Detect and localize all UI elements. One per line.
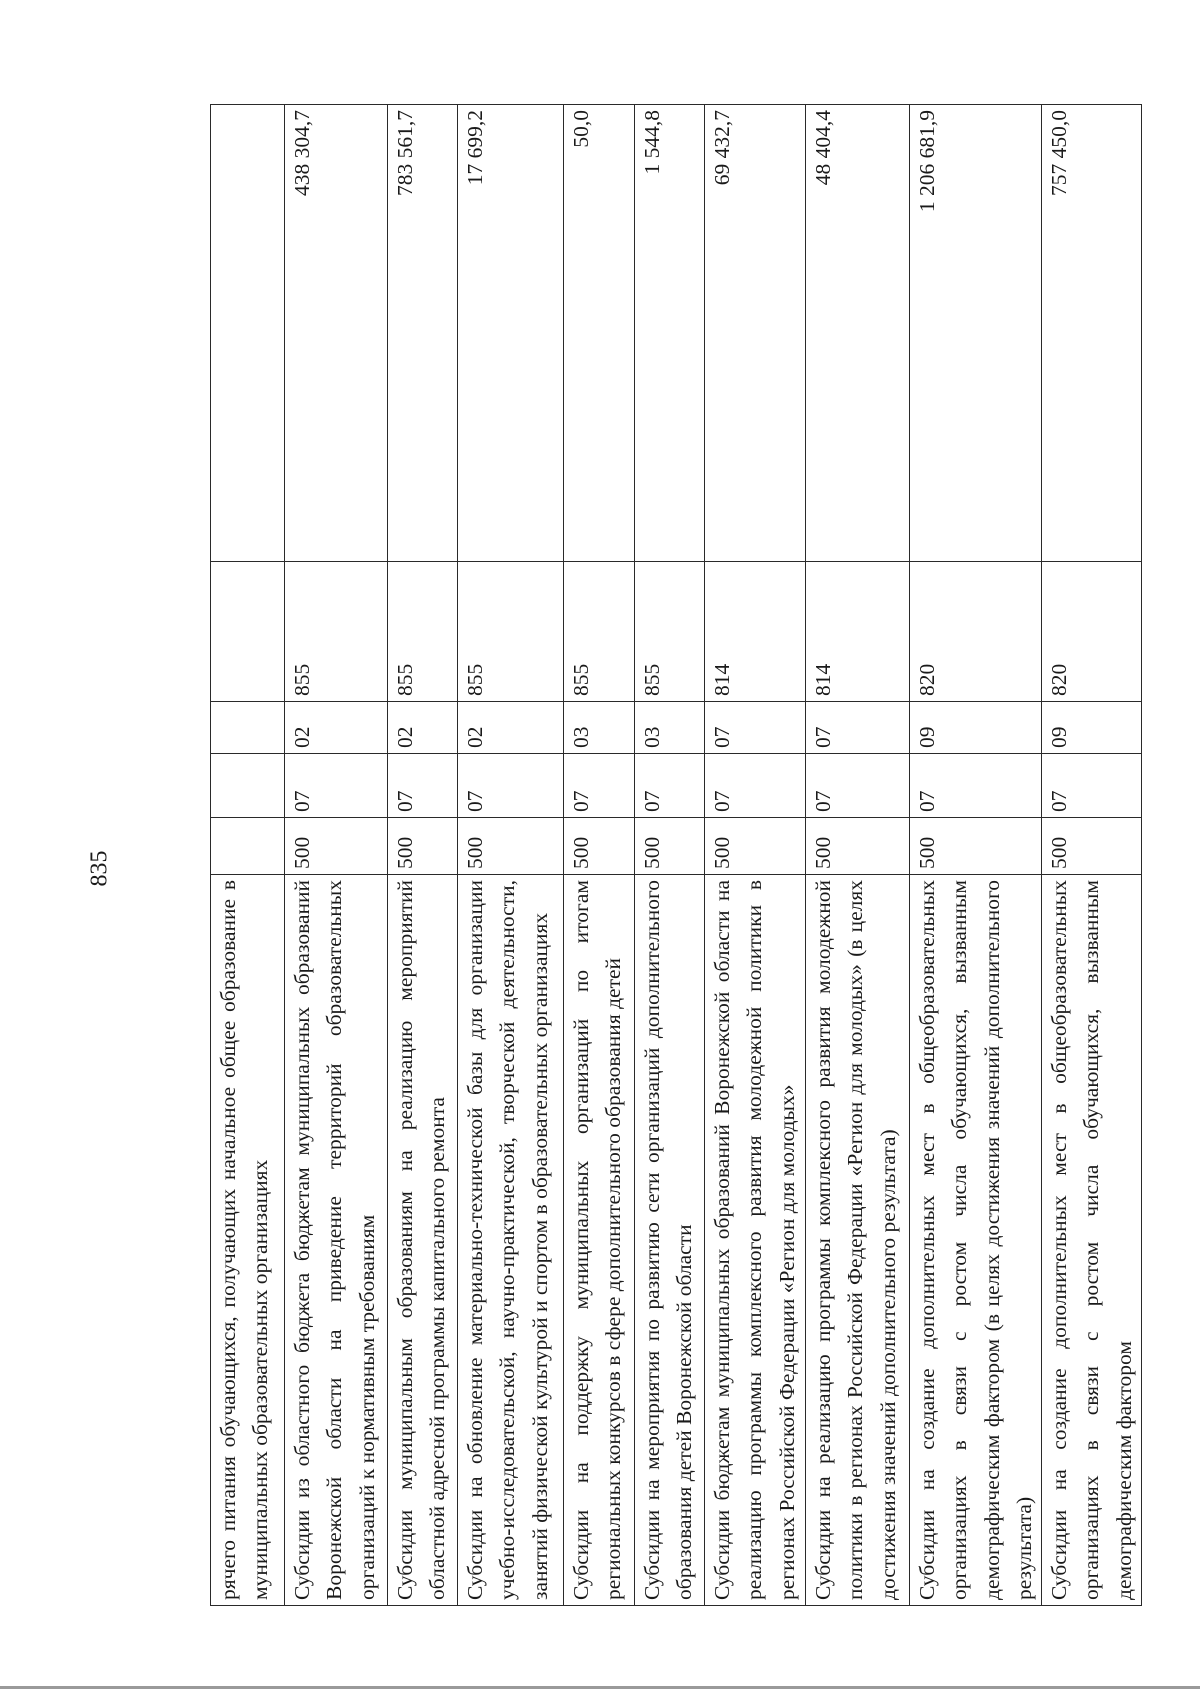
- gr-code-cell: 500: [635, 818, 705, 875]
- pr-code-cell: 03: [635, 702, 705, 754]
- gr-code-cell: 500: [806, 818, 910, 875]
- pr-code-cell: 02: [458, 702, 564, 754]
- expenditure-name-cell: Субсидии бюджетам муниципальных образований Воронежской области на реализацию программы комплексного развития молодежной политики в регионах Российской Федерации «Регион для молодых»: [705, 875, 806, 1606]
- rz-code-cell: 07: [388, 754, 458, 818]
- vr-code-cell: 855: [635, 562, 705, 702]
- amount-cell: 757 450,0: [1042, 105, 1142, 562]
- gr-code-cell: 500: [910, 818, 1042, 875]
- table-row: [806, 105, 910, 1606]
- table-row: [1042, 105, 1142, 1606]
- expenditure-name-cell: Субсидии из областного бюджета бюджетам муниципальных образований Воронежской области на приведение территорий образовательных организаций к нормативным требованиям: [285, 875, 388, 1606]
- vr-code-cell: 855: [388, 562, 458, 702]
- rz-code-cell: 07: [1042, 754, 1142, 818]
- vr-code-cell: 855: [285, 562, 388, 702]
- expenditure-name-cell: Субсидии муниципальным образованиям на реализацию мероприятий областной адресной программы капитального ремонта: [388, 875, 458, 1606]
- table-row: [635, 105, 705, 1606]
- vr-code-cell: 814: [705, 562, 806, 702]
- amount-cell: 50,0: [564, 105, 635, 562]
- amount-cell: 783 561,7: [388, 105, 458, 562]
- vr-code-cell: 820: [910, 562, 1042, 702]
- expenditure-name-cell: Субсидии на обновление материально-технической базы для организации учебно-исследовательской, научно-практической, творческой деятельности, занятий физической культурой и спортом в образовательных организациях: [458, 875, 564, 1606]
- amount-cell: 69 432,7: [705, 105, 806, 562]
- expenditure-name-cell: Субсидии на мероприятия по развитию сети организаций дополнительного образования детей Воронежской области: [635, 875, 705, 1606]
- amount-cell: 17 699,2: [458, 105, 564, 562]
- gr-code-cell: 500: [705, 818, 806, 875]
- table-row: [388, 105, 458, 1606]
- pr-code-cell: 09: [910, 702, 1042, 754]
- pr-code-cell: 03: [564, 702, 635, 754]
- amount-cell: 1 544,8: [635, 105, 705, 562]
- page-number: 835: [86, 850, 113, 887]
- rz-code-cell: 07: [635, 754, 705, 818]
- gr-code-cell: 500: [388, 818, 458, 875]
- vr-code-cell: 820: [1042, 562, 1142, 702]
- table-row: [910, 105, 1042, 1606]
- expenditure-name-cell: Субсидии на поддержку муниципальных организаций по итогам региональных конкурсов в сфере дополнительного образования детей: [564, 875, 635, 1606]
- gr-code-cell: 500: [285, 818, 388, 875]
- rz-code-cell: 07: [910, 754, 1042, 818]
- expenditure-name-cell: рячего питания обучающихся, получающих начальное общее образование в муниципальных образовательных организациях: [211, 875, 285, 1606]
- rz-code-cell: 07: [705, 754, 806, 818]
- pr-code-cell: 02: [388, 702, 458, 754]
- table-body: [211, 105, 1142, 1606]
- table-row: [564, 105, 635, 1606]
- rz-code-cell: 07: [285, 754, 388, 818]
- pr-code-cell: 09: [1042, 702, 1142, 754]
- rz-code-cell: 07: [458, 754, 564, 818]
- vr-code-cell: 855: [458, 562, 564, 702]
- rz-code-cell: 07: [564, 754, 635, 818]
- gr-code-cell: 500: [564, 818, 635, 875]
- rz-code-cell: 07: [806, 754, 910, 818]
- vr-code-cell: [211, 562, 285, 702]
- rotated-table-container: [210, 105, 1136, 1606]
- rz-code-cell: [211, 754, 285, 818]
- amount-cell: 48 404,4: [806, 105, 910, 562]
- page-bottom-rule: [0, 1686, 1200, 1689]
- table-row: [458, 105, 564, 1606]
- expenditure-name-cell: Субсидии на реализацию программы комплексного развития молодежной политики в регионах Российской Федерации «Регион для молодых» (в целях достижения значений дополнительного результата): [806, 875, 910, 1606]
- gr-code-cell: 500: [458, 818, 564, 875]
- table-row: [211, 105, 285, 1606]
- pr-code-cell: 07: [705, 702, 806, 754]
- amount-cell: 1 206 681,9: [910, 105, 1042, 562]
- expenditure-name-cell: Субсидии на создание дополнительных мест в общеобразовательных организациях в связи с ростом числа обучающихся, вызванным демографическим фактором: [1042, 875, 1142, 1606]
- amount-cell: [211, 105, 285, 562]
- pr-code-cell: 07: [806, 702, 910, 754]
- gr-code-cell: [211, 818, 285, 875]
- table-row: [285, 105, 388, 1606]
- vr-code-cell: 855: [564, 562, 635, 702]
- amount-cell: 438 304,7: [285, 105, 388, 562]
- table-row: [705, 105, 806, 1606]
- pr-code-cell: 02: [285, 702, 388, 754]
- gr-code-cell: 500: [1042, 818, 1142, 875]
- budget-table: [210, 104, 1142, 1606]
- vr-code-cell: 814: [806, 562, 910, 702]
- pr-code-cell: [211, 702, 285, 754]
- expenditure-name-cell: Субсидии на создание дополнительных мест в общеобразовательных организациях в связи с ростом числа обучающихся, вызванным демографическим фактором (в целях достижения значений дополнительного результата): [910, 875, 1042, 1606]
